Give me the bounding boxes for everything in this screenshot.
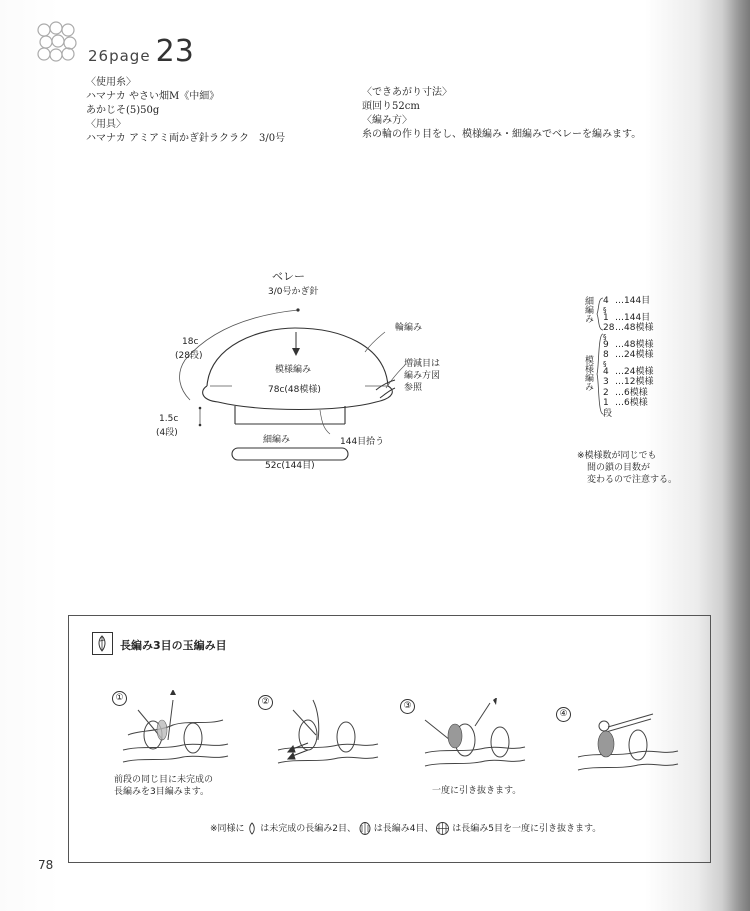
band-rows-label: (4段) — [156, 428, 178, 438]
legend-row: 8 …24模様 — [603, 350, 654, 360]
legend-ellipsis: § — [603, 332, 607, 341]
header-ornament — [34, 18, 86, 66]
two-dc-bobble-icon — [247, 822, 257, 835]
incdec-note — [404, 358, 440, 394]
step-1-caption-line-1: 前段の同じ目に未完成の — [114, 775, 214, 785]
legend-group-sc-text: 細編み — [583, 296, 593, 323]
band-width-label: 52c(144目) — [265, 461, 315, 471]
four-dc-bobble-icon — [359, 822, 371, 835]
legend-note-line: ※模様数が同じでも — [577, 451, 657, 461]
side-length-label: 18c — [182, 337, 199, 347]
step-3-number: ③ — [400, 693, 415, 714]
step-1-number: ① — [112, 685, 127, 706]
incdec-line-2: 編み方図 — [404, 371, 441, 381]
five-dc-bobble-icon — [436, 822, 449, 835]
step-3-illustration — [415, 698, 535, 778]
legend-row: 2 …6模様 — [603, 387, 648, 398]
step-1-illustration — [118, 690, 238, 775]
incdec-line-1: 増減目は — [404, 359, 441, 369]
band-height-label: 1.5c — [159, 414, 179, 424]
pattern-stitch-label: 模様編み — [275, 365, 312, 375]
pattern-count-label: 78c(48模様) — [268, 385, 321, 395]
hook-name: ハマナカ アミアミ両かぎ針ラクラク 3/0号 — [86, 133, 286, 144]
pattern-number: 23 — [155, 34, 194, 69]
legend-dan: 段 — [603, 408, 613, 419]
legend-group-pattern — [582, 355, 596, 395]
legend-row: 9 …48模様 — [603, 339, 654, 350]
legend-note-line: 間の鎖の目数が — [587, 463, 651, 473]
technique-footnote — [210, 822, 601, 835]
method-heading: 〈編み方〉 — [362, 115, 412, 126]
legend-row: 4 …144目 — [603, 296, 651, 306]
yarn-color: あかじそ(5)50g — [86, 105, 160, 116]
step-2-illustration — [268, 695, 388, 775]
step-1-caption — [114, 774, 213, 798]
method-text: 糸の輪の作り目をし、模様編み・細編みでベレーを編みます。 — [362, 129, 642, 140]
side-rows-label: (28段) — [175, 351, 203, 361]
legend-row: 28…48模様 — [603, 323, 654, 333]
page-header — [88, 34, 194, 69]
single-crochet-label: 細編み — [263, 435, 291, 445]
direction-arrow-icon — [292, 348, 300, 356]
hook-size-label: 3/0号かぎ針 — [268, 287, 319, 297]
legend-note-line: 変わるので注意する。 — [587, 475, 678, 485]
materials-block — [86, 76, 285, 146]
legend-note — [577, 450, 677, 486]
footnote-part-a: ※同様に — [210, 824, 245, 834]
diagram-title: ベレー — [272, 270, 305, 283]
binding-shadow — [722, 0, 750, 911]
legend-row: 4 …24模様 — [603, 366, 654, 377]
technique-title: 長編み3目の玉編み目 — [120, 639, 227, 652]
legend-rows — [603, 296, 653, 419]
materials-heading: 〈使用糸〉 — [86, 77, 136, 88]
pickup-label: 144目拾う — [340, 437, 385, 447]
dim-point-mid — [199, 407, 202, 410]
step-1-caption-line-2: 長編みを3目編みます。 — [114, 787, 210, 797]
page-number: 78 — [38, 858, 54, 872]
incdec-line-3: 参照 — [404, 383, 423, 393]
step-3-caption: 一度に引き抜きます。 — [432, 786, 522, 796]
legend-row: 1 …144目 — [603, 312, 651, 323]
legend-group-pattern-text: 模様編み — [583, 355, 593, 391]
step-4-number: ④ — [556, 701, 571, 722]
tools-heading: 〈用具〉 — [86, 119, 126, 130]
footnote-part-b: は未完成の長編み2目、 — [260, 824, 357, 834]
page-prefix: 26page — [88, 47, 151, 65]
step-2-number: ② — [258, 689, 273, 710]
dim-point-top — [296, 308, 299, 311]
footnote-part-c: は長編み4目、 — [373, 824, 434, 834]
legend-ellipsis: § — [603, 305, 607, 314]
bobble-stitch-icon — [92, 632, 114, 656]
legend-row: 1 …6模様 — [603, 398, 648, 408]
footnote-part-d: は長編み5目を一度に引き抜きます。 — [452, 824, 602, 834]
legend-group-sc — [582, 296, 596, 327]
finished-size: 頭回り52cm — [362, 101, 420, 112]
round-knit-label: 輪編み — [395, 323, 423, 333]
legend-ellipsis: § — [603, 359, 607, 368]
yarn-name: ハマナカ やさい畑M《中細》 — [86, 91, 220, 102]
step-4-illustration — [568, 712, 688, 782]
size-method-block — [362, 86, 641, 142]
dim-point-bottom — [199, 424, 202, 427]
legend-row: 3 …12模様 — [603, 377, 654, 387]
size-heading: 〈できあがり寸法〉 — [362, 87, 452, 98]
